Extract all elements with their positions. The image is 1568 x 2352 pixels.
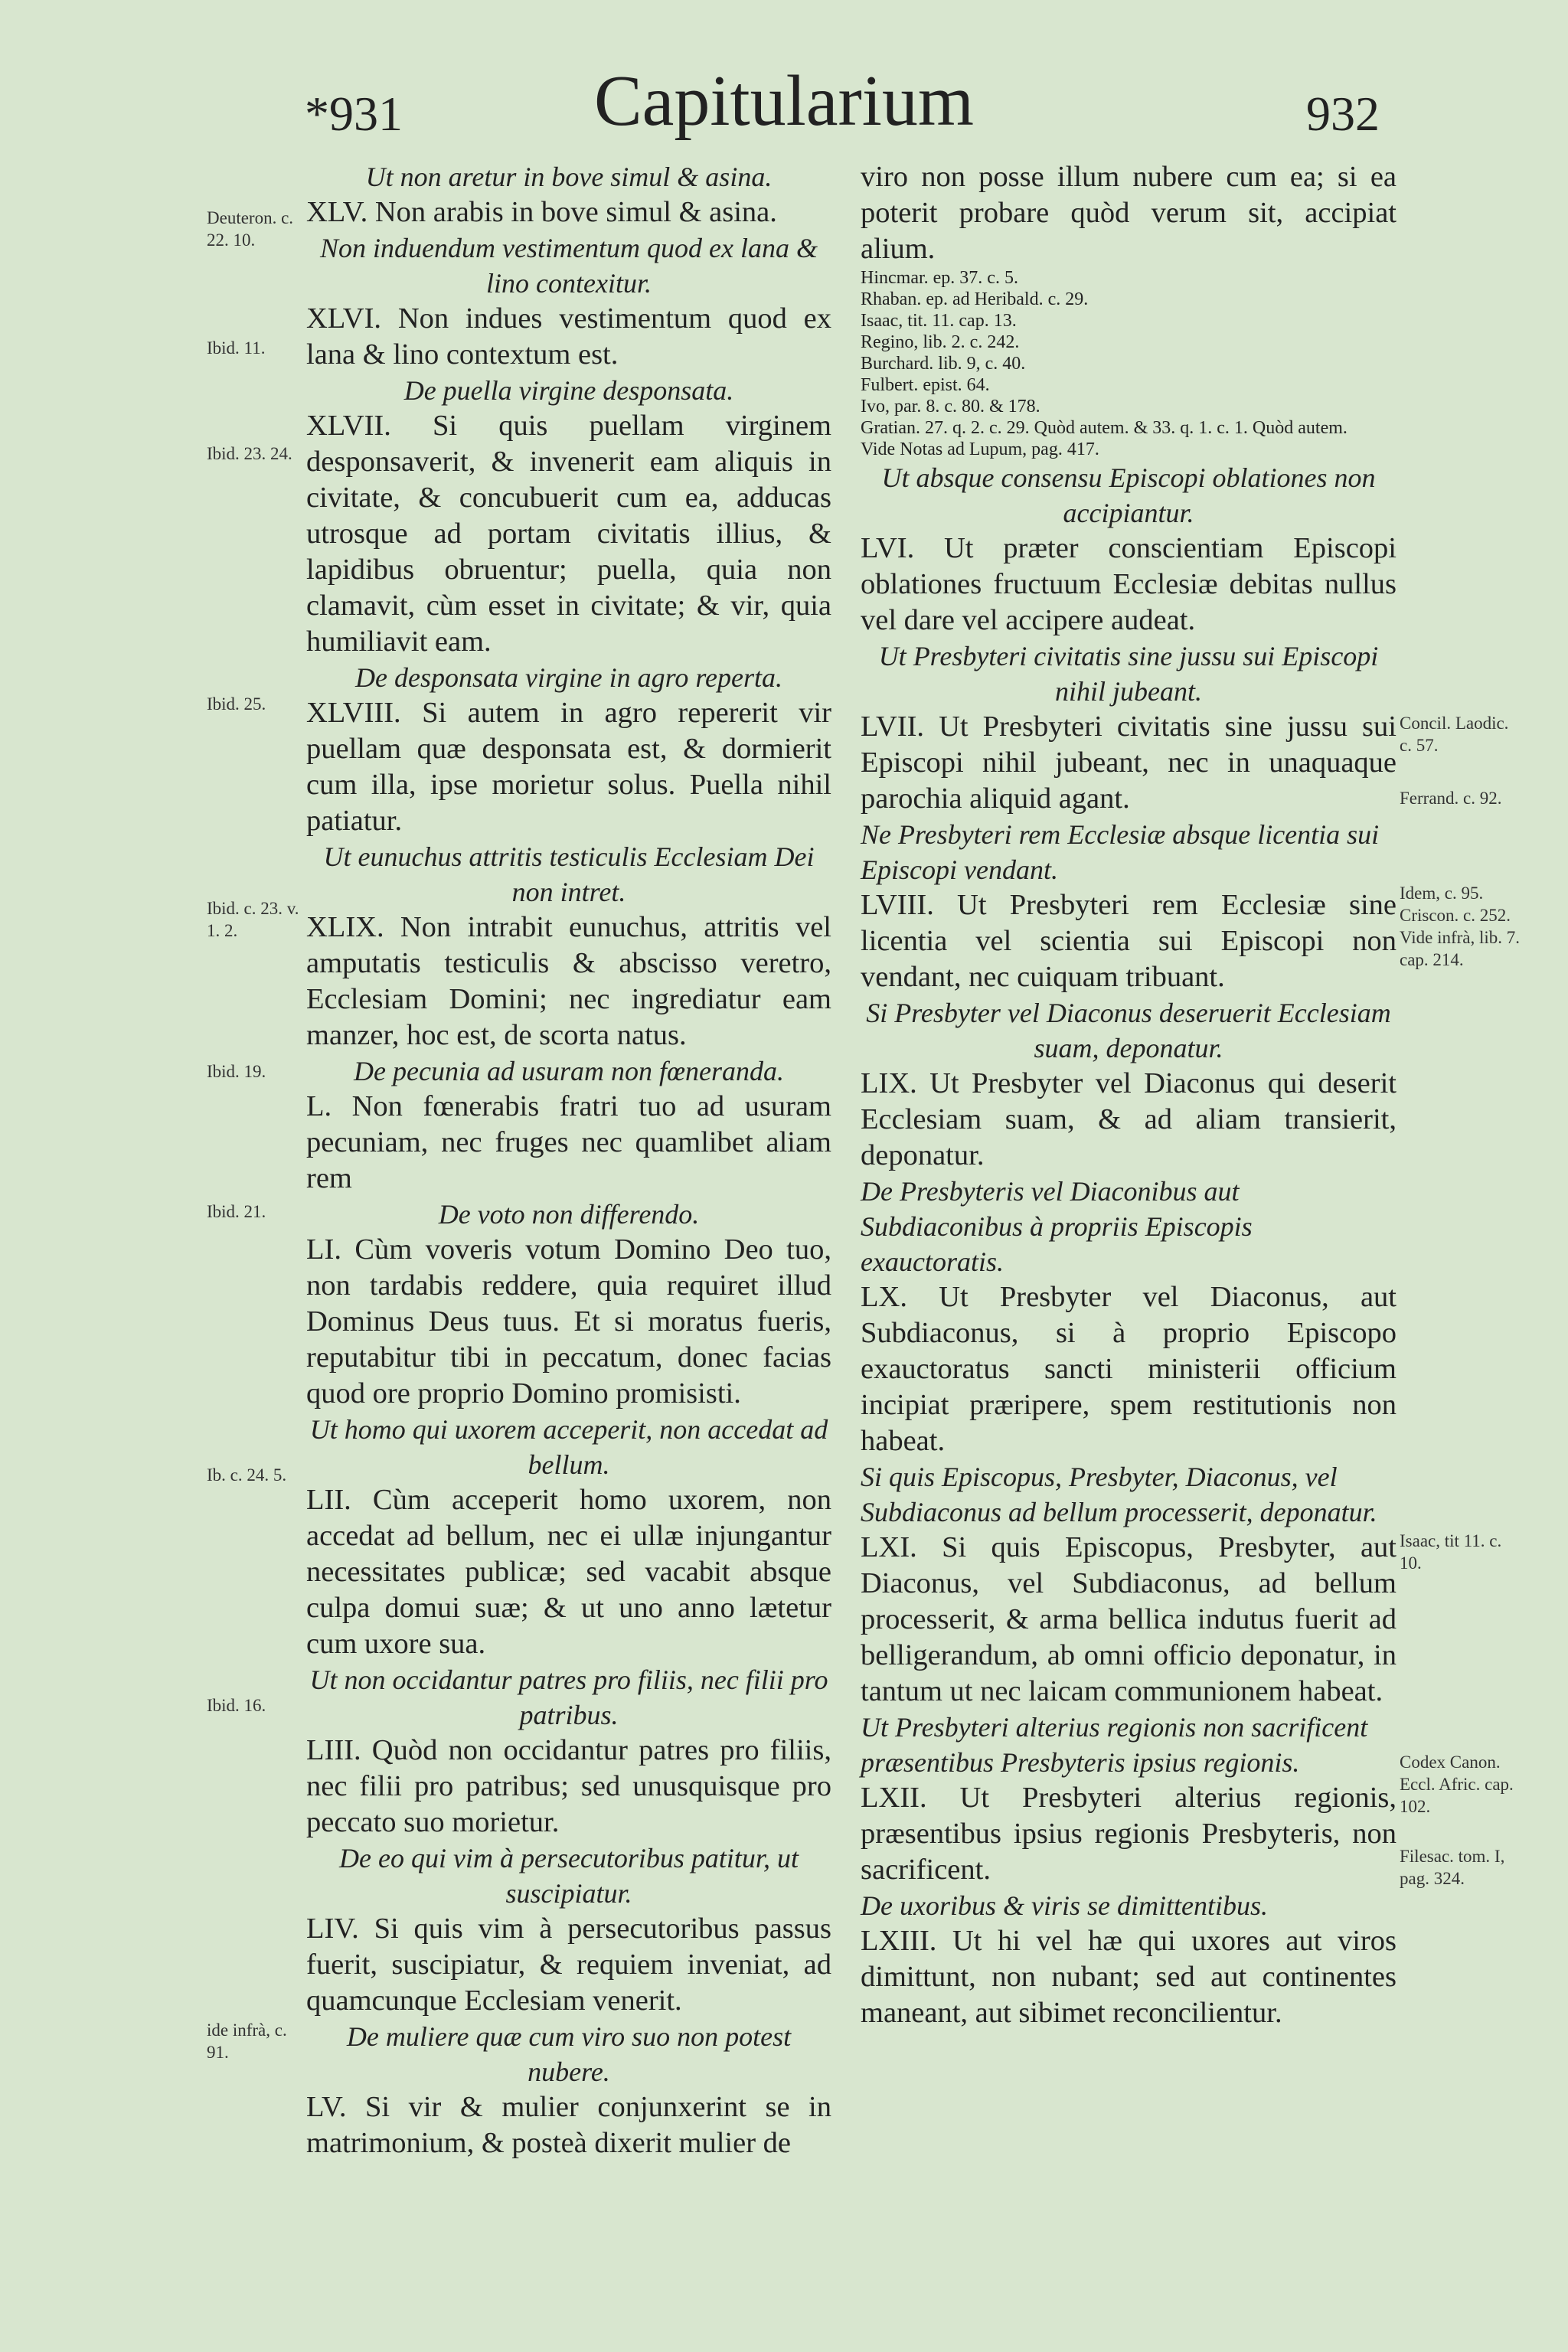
right-page-number: 932 (1306, 87, 1380, 141)
chapter-entry: LVII. Ut Presbyteri civitatis sine jussu sui Episcopi nihil jubeant, nec in unaquaque parochia aliquid agant. (861, 710, 1396, 815)
left-page-number: *931 (305, 87, 403, 141)
citation-note: Regino, lib. 2. c. 242. (861, 332, 1020, 352)
section-heading: De desponsata virgine in agro reperta. (355, 662, 782, 693)
margin-citation: Ferrand. c. 92. (1400, 789, 1502, 808)
margin-citation: Filesac. tom. I, pag. 324. (1400, 1847, 1505, 1888)
citation-note: Fulbert. epist. 64. (861, 375, 990, 395)
page-header (0, 60, 1568, 152)
margin-citation: Ibid. 25. (207, 694, 266, 714)
citation-note: Isaac, tit. 11. cap. 13. (861, 311, 1017, 331)
margin-citation: Deuteron. c. 22. 10. (207, 208, 294, 250)
margin-citation: Ib. c. 24. 5. (207, 1465, 287, 1485)
chapter-entry: LVIII. Ut Presbyteri rem Ecclesiæ sine licentia vel scientia sui Episcopi non vendant, nec cuiquam tribuant. (861, 889, 1396, 993)
margin-citation: Isaac, tit 11. c. 10. (1400, 1531, 1502, 1573)
citation-note: Rhaban. ep. ad Heribald. c. 29. (861, 289, 1089, 309)
margin-citation: Ibid. 19. (207, 1062, 266, 1081)
chapter-entry: LXIII. Ut hi vel hæ qui uxores aut viros dimittunt, non nubant; sed aut continentes maneant, aut sibimet reconcilientur. (861, 1925, 1396, 2029)
margin-citation: Codex Canon. Eccl. Afric. cap. 102. (1400, 1753, 1514, 1816)
margin-citation: Ibid. 21. (207, 1202, 266, 1221)
section-heading: De uxoribus & viris se dimittentibus. (861, 1890, 1268, 1921)
chapter-entry: L. Non fœnerabis fratri tuo ad usuram pecuniam, nec fruges nec quamlibet aliam rem (306, 1090, 831, 1194)
chapter-entry: LVI. Ut præter conscientiam Episcopi oblationes fructuum Ecclesiæ debitas nullus vel dare vel accipere audeat. (861, 532, 1396, 636)
chapter-entry: LX. Ut Presbyter vel Diaconus, aut Subdiaconus, si à proprio Episcopo exauctoratus sancti ministerii officium incipiat præripere, spem restitutionis non habeat. (861, 1281, 1396, 1457)
margin-citation: Idem, c. 95. Criscon. c. 252. Vide infrà, lib. 7. cap. 214. (1400, 884, 1521, 969)
running-title: Capitularium (593, 61, 975, 141)
section-heading: Ut Presbyteri alterius regionis non sacrificent præsentibus Presbyteris ipsius regionis. (861, 1712, 1368, 1778)
margin-citation: Ibid. 23. 24. (207, 444, 292, 463)
margin-citation: Concil. Laodic. c. 57. (1400, 714, 1509, 755)
citation-note: Gratian. 27. q. 2. c. 29. Quòd autem. & 33. q. 1. c. 1. Quòd autem. (861, 418, 1348, 438)
chapter-entry: LV. Si vir & mulier conjunxerint se in matrimonium, & posteà dixerit mulier de (306, 2091, 831, 2159)
section-heading: Ut non occidantur patres pro filiis, nec filii pro patribus. (309, 1664, 828, 1730)
section-heading: Ut absque consensu Episcopi oblationes non accipiantur. (881, 462, 1376, 528)
section-heading: Ut Presbyteri civitatis sine jussu sui Episcopi nihil jubeant. (878, 641, 1379, 707)
section-heading: Non induendum vestimentum quod ex lana & lino contexitur. (320, 233, 818, 299)
section-heading: De voto non differendo. (438, 1199, 700, 1230)
section-heading: Ut homo qui uxorem acceperit, non accedat ad bellum. (309, 1414, 828, 1480)
chapter-entry: LXI. Si quis Episcopus, Presbyter, aut Diaconus, vel Subdiaconus, ad bellum processerit, & arma bellica indutus fuerit ad belligerandum, ab omni officio deponatur, in tantum ut nec laicam communionem habeat. (861, 1531, 1396, 1707)
margin-citation: Ibid. 16. (207, 1696, 266, 1715)
chapter-entry: XLVIII. Si autem in agro repererit vir puellam quæ desponsata est, & dormierit cum illa, ipse morietur solus. Puella nihil patiatur. (306, 697, 831, 837)
section-heading: De Presbyteris vel Diaconibus aut Subdiaconibus à propriis Episcopis exauctoratis. (861, 1176, 1253, 1277)
chapter-entry: LIV. Si quis vim à persecutoribus passus fuerit, suscipiatur, & requiem inveniat, ad quamcunque Ecclesiam venerit. (306, 1913, 831, 2017)
chapter-entry: XLIX. Non intrabit eunuchus, attritis vel amputatis testiculis & abscisso veretro, Ecclesiam Domini; nec ingrediatur eam manzer, hoc est, de scorta natus. (306, 911, 831, 1051)
section-heading: Si Presbyter vel Diaconus deseruerit Ecclesiam suam, deponatur. (866, 998, 1391, 1063)
citation-note: Vide Notas ad Lupum, pag. 417. (861, 439, 1099, 459)
chapter-entry: LI. Cùm voveris votum Domino Deo tuo, non tardabis reddere, quia requiret illud Dominus Deus tuus. Et si moratus fueris, reputabitur tibi in peccatum, donec facias quod ore proprio Domino promisisti. (306, 1233, 831, 1410)
chapter-entry: viro non posse illum nubere cum ea; si ea poterit probare quòd verum sit, accipiat alium. (861, 161, 1396, 265)
section-heading: De muliere quæ cum viro suo non potest nubere. (346, 2021, 792, 2087)
citation-note: Burchard. lib. 9, c. 40. (861, 354, 1026, 374)
margin-citation: ide infrà, c. 91. (207, 2020, 287, 2062)
left-column (306, 159, 831, 2161)
section-heading: Ut eunuchus attritis testiculis Ecclesiam Dei non intret. (323, 841, 815, 907)
chapter-entry: LIII. Quòd non occidantur patres pro filiis, nec filii pro patribus; sed unusquisque pro peccato suo morietur. (306, 1734, 831, 1838)
chapter-entry: LII. Cùm acceperit homo uxorem, non accedat ad bellum, nec ei ullæ injungantur necessitates publicæ; sed vacabit absque culpa domui suæ; & ut uno anno lætetur cum uxore sua. (306, 1484, 831, 1660)
chapter-entry: LXII. Ut Presbyteri alterius regionis, præsentibus ipsius regionis Presbyteris, non sacrificent. (861, 1782, 1396, 1886)
citation-note: Ivo, par. 8. c. 80. & 178. (861, 397, 1040, 416)
section-heading: De puella virgine desponsata. (403, 375, 734, 406)
margin-citation: Ibid. c. 23. v. 1. 2. (207, 899, 299, 940)
section-heading: Si quis Episcopus, Presbyter, Diaconus, vel Subdiaconus ad bellum processerit, deponatur. (861, 1462, 1377, 1527)
chapter-entry: XLV. Non arabis in bove simul & asina. (306, 196, 777, 228)
chapter-entry: XLVII. Si quis puellam virginem desponsaverit, & invenerit eam aliquis in civitate, & concubuerit cum ea, adducas utrosque ad portam civitatis illius, & lapidibus obruentur; puella, quia non clamavit, cùm esset in civitate; & vir, quia humiliavit eam. (306, 410, 831, 658)
chapter-entry: LIX. Ut Presbyter vel Diaconus qui deserit Ecclesiam suam, & ad aliam transierit, deponatur. (861, 1067, 1396, 1171)
right-column (861, 159, 1396, 2031)
section-heading: Ut non aretur in bove simul & asina. (365, 162, 773, 192)
chapter-entry: XLVI. Non indues vestimentum quod ex lana & lino contextum est. (306, 302, 831, 371)
citation-note: Hincmar. ep. 37. c. 5. (861, 268, 1018, 288)
section-heading: De eo qui vim à persecutoribus patitur, ut suscipiatur. (339, 1843, 799, 1909)
margin-citation: Ibid. 11. (207, 338, 266, 358)
section-heading: Ne Presbyteri rem Ecclesiæ absque licentia sui Episcopi vendant. (861, 819, 1380, 885)
section-heading: De pecunia ad usuram non fœneranda. (354, 1056, 784, 1086)
